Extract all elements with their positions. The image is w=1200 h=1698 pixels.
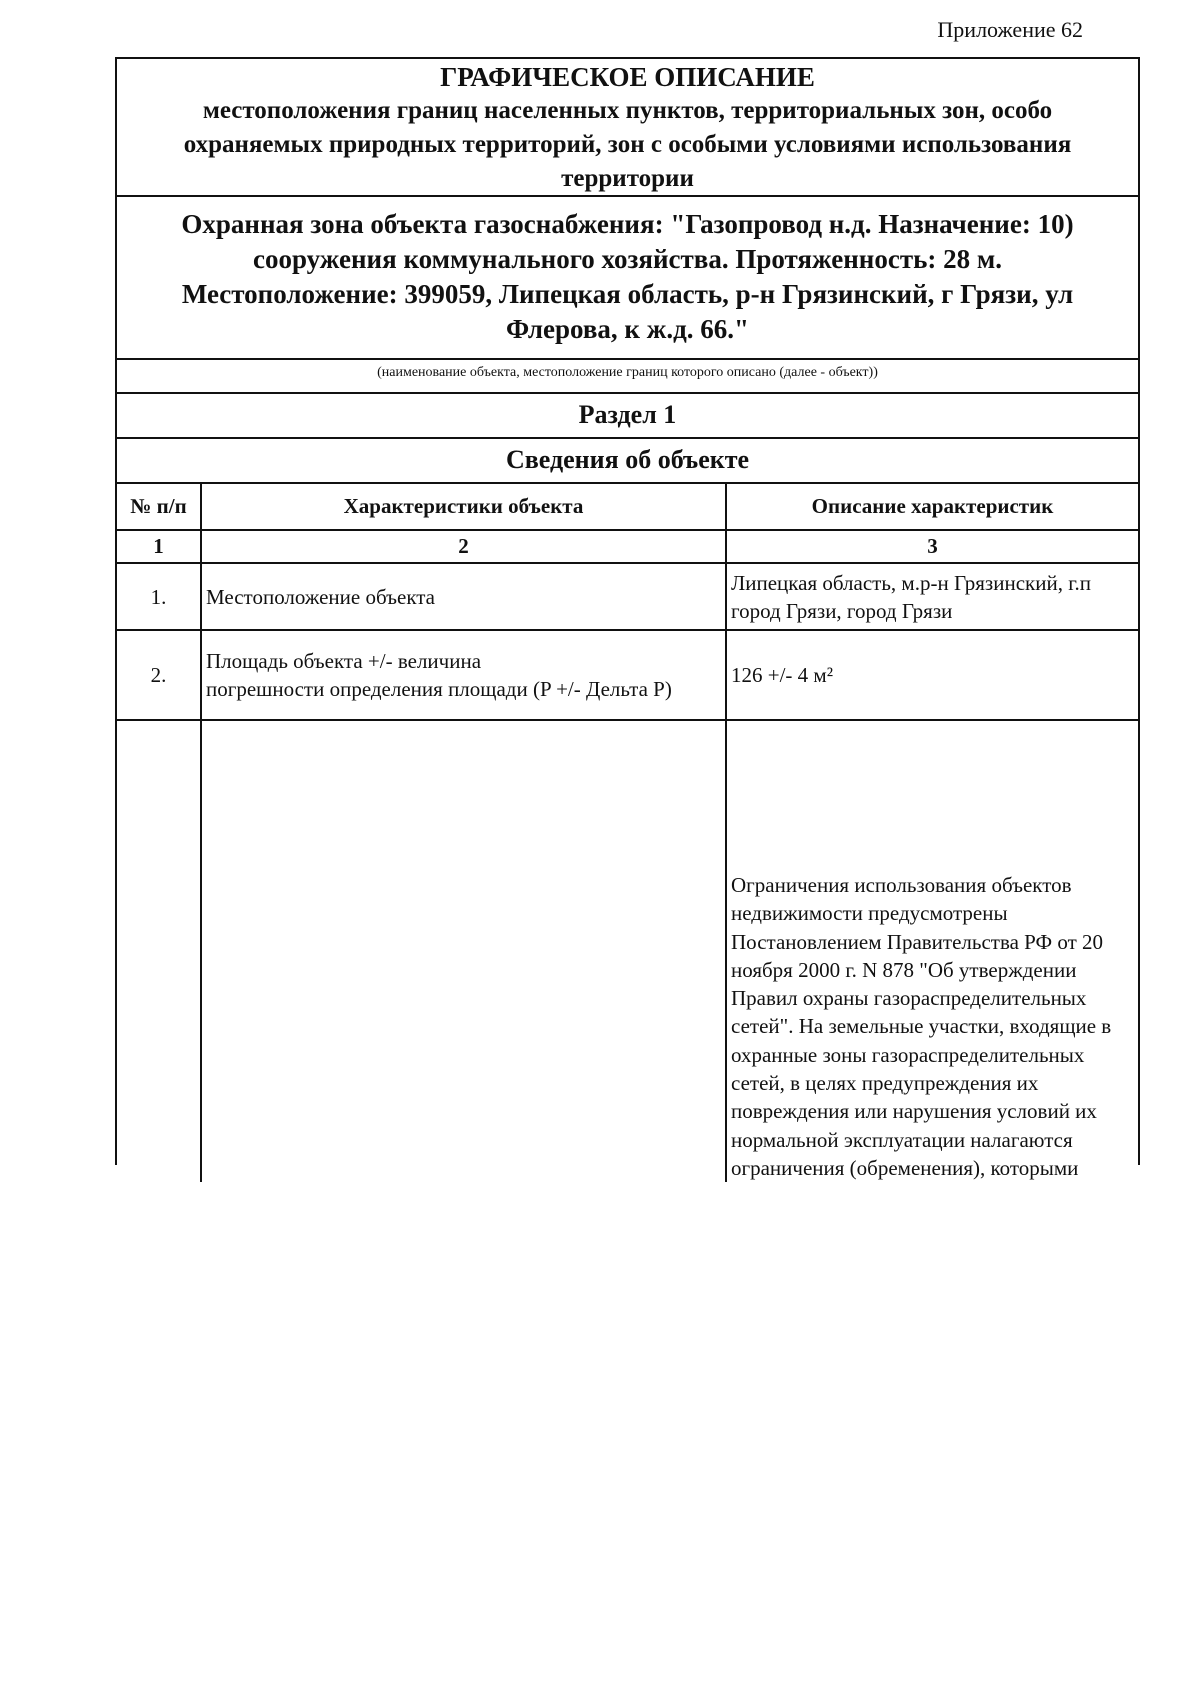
row-characteristic [201,720,726,1182]
column-number-2: 2 [201,530,726,563]
row-description-line: Липецкая область, м.р-н Грязинский, г.п [731,570,1091,595]
section-title: Сведения об объекте [117,439,1138,484]
restriction-description-line: ноября 2000 г. N 878 "Об утверждении [731,957,1077,982]
restriction-description-line: повреждения или нарушения условий их [731,1099,1097,1124]
row-description: 126 +/- 4 м² [726,630,1138,720]
object-name-line2: сооружения коммунального хозяйства. Протяженность: 28 м. [252,244,1002,274]
restriction-description-line: недвижимости предусмотрены [731,901,1008,926]
column-number-row [117,530,1138,563]
restriction-description-line: охранные зоны газораспределительных [731,1042,1085,1067]
restriction-description [731,721,1134,1182]
section-heading: Раздел 1 [117,394,1138,439]
table-row [117,720,1138,1182]
restriction-description-line: сетей". На земельные участки, входящие в [731,1014,1112,1039]
document-title: ГРАФИЧЕСКОЕ ОПИСАНИЕ [440,62,815,92]
restriction-description-line: Правил охраны газораспределительных [731,986,1087,1011]
row-number: 1. [117,563,201,630]
row-description [726,720,1138,1182]
row-characteristic-line: Площадь объекта +/- величина [206,649,482,673]
restriction-description-line: нормальной эксплуатации налагаются [731,1127,1073,1152]
row-number: 2. [117,630,201,720]
restriction-description-line: Ограничения использования объектов [731,873,1072,897]
document-subtitle-line2: охраняемых природных территорий, зон с особыми условиями использования [183,131,1072,158]
document-sheet [115,57,1140,1180]
column-number-3: 3 [726,530,1138,563]
row-characteristic: Местоположение объекта [201,563,726,630]
document-subtitle-line1: местоположения границ населенных пунктов, территориальных зон, особо [202,97,1053,124]
row-number [117,720,201,1182]
object-name-line3: Местоположение: 399059, Липецкая область, р-н Грязинский, г Грязи, ул [181,279,1074,309]
header-description: Описание характеристик [726,484,1138,530]
header-number: № п/п [117,484,201,530]
object-caption: (наименование объекта, местоположение границ которого описано (далее - объект)) [117,360,1138,394]
row-characteristic [201,630,726,720]
restriction-description-line: Постановлением Правительства РФ от 20 [731,929,1103,954]
table-row [117,630,1138,720]
object-info-table [117,484,1138,1182]
appendix-label: Приложение 62 [937,17,1083,42]
row-characteristic-line: погрешности определения площади (P +/- Дельта P) [206,677,672,701]
title-block [117,59,1138,197]
row-description [726,563,1138,630]
restriction-description-line: сетей, в целях предупреждения их [731,1071,1039,1096]
header-characteristic: Характеристики объекта [201,484,726,530]
object-name-block [117,197,1138,360]
restriction-description-line: ограничения (обременения), которыми [731,1155,1079,1180]
row-description-line: город Грязи, город Грязи [731,598,953,623]
object-name-line1: Охранная зона объекта газоснабжения: "Газопровод н.д. Назначение: 10) [181,209,1074,239]
column-number-1: 1 [117,530,201,563]
document-subtitle-line3: территории [561,165,694,192]
table-header-row [117,484,1138,530]
object-name-line4: Флерова, к ж.д. 66." [506,314,749,344]
table-row [117,563,1138,630]
